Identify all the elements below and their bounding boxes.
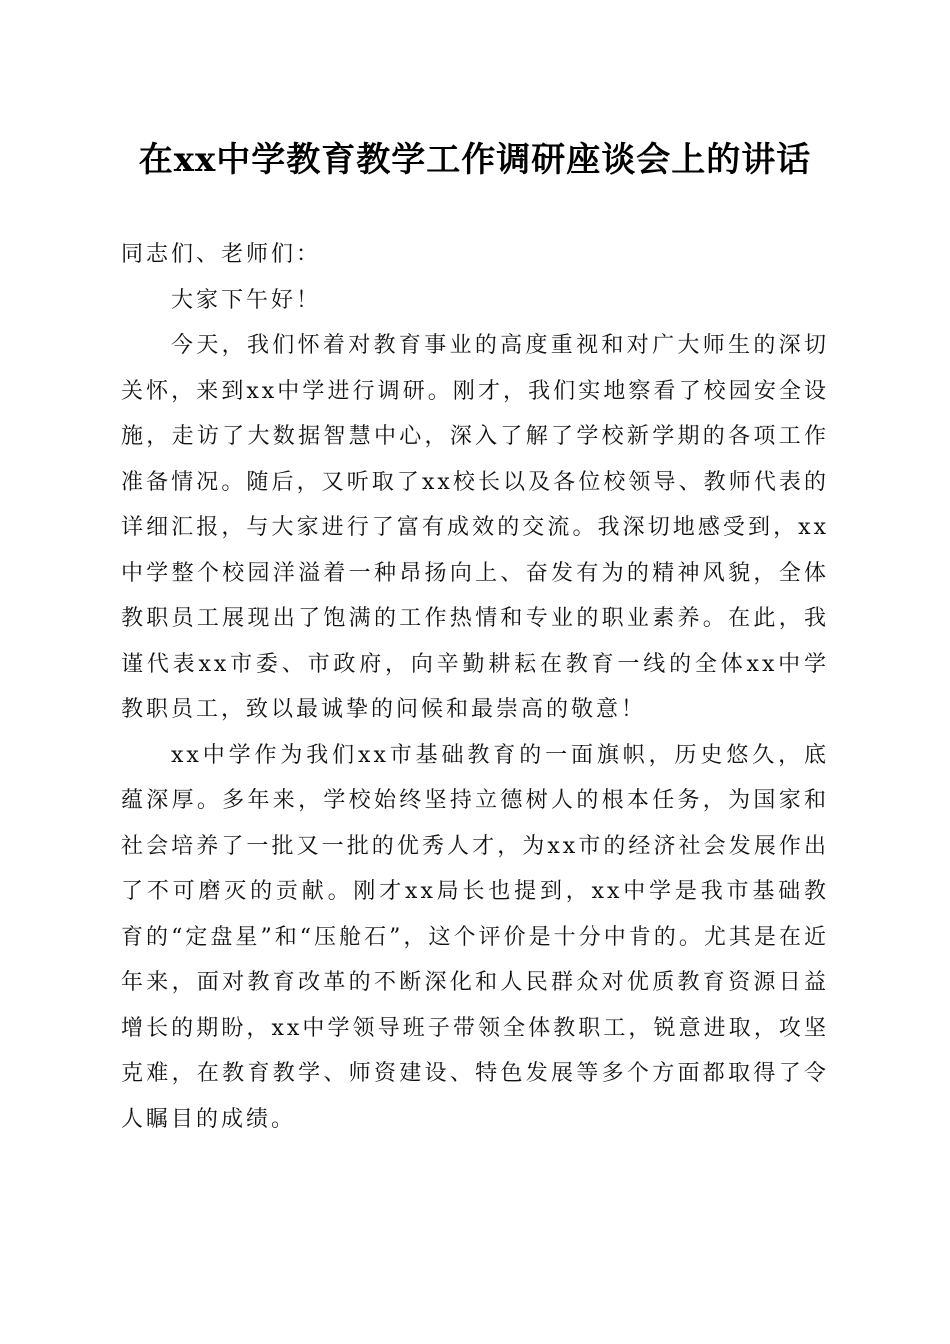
paragraph-school-achievements: xx中学作为我们xx市基础教育的一面旗帜，历史悠久，底蕴深厚。多年来，学校始终坚持立德树人的根本任务，为国家和社会培养了一批又一批的优秀人才，为xx市的经济社会发展作出了不可磨灭的贡献。刚才xx局长也提到，xx中学是我市基础教育的“定盘星”和“压舱石”，这个评价是十分中肯的。尤其是在近年来，面对教育改革的不断深化和人民群众对优质教育资源日益增长的期盼，xx中学领导班子带领全体教职工，锐意进取，攻坚克难，在教育教学、师资建设、特色发展等多个方面都取得了令人瞩目的成绩。 (121, 742, 829, 1132)
paragraph-visit-summary: 今天，我们怀着对教育事业的高度重视和对广大师生的深切关怀，来到xx中学进行调研。刚才，我们实地察看了校园安全设施，走访了大数据智慧中心，深入了解了学校新学期的各项工作准备情况。随后，又听取了xx校长以及各位校领导、教师代表的详细汇报，与大家进行了富有成效的交流。我深切地感受到，xx中学整个校园洋溢着一种昂扬向上、奋发有为的精神风貌，全体教职员工展现出了饱满的工作热情和专业的职业素养。在此，我谨代表xx市委、市政府，向辛勤耕耘在教育一线的全体xx中学教职员工，致以最诚挚的问候和最崇高的敬意！ (121, 333, 829, 722)
document-title: 在xx中学教育教学工作调研座谈会上的讲话 (138, 140, 812, 180)
document-body (121, 232, 829, 1142)
paragraph-greeting: 大家下午好！ (171, 287, 322, 313)
salutation: 同志们、老师们： (121, 242, 322, 267)
